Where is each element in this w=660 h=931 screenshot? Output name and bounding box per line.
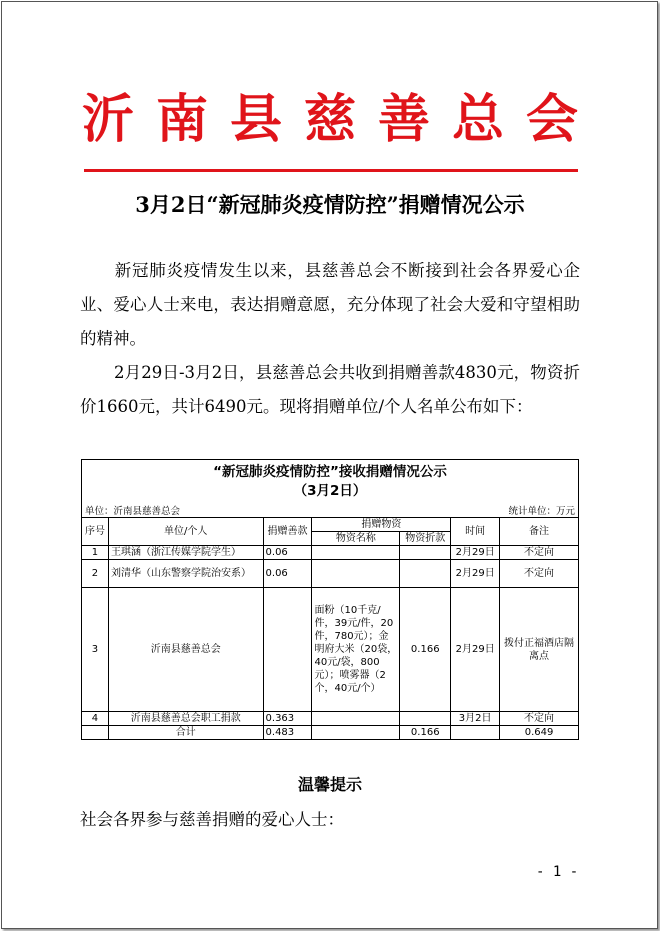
cell-time: 2月29日 <box>451 588 500 712</box>
cell-goods-name <box>312 560 400 588</box>
header-time: 时间 <box>451 518 500 546</box>
cell-time: 2月29日 <box>451 546 500 560</box>
header-seq: 序号 <box>82 518 109 546</box>
cell-goods-value: 0.166 <box>400 588 451 712</box>
header-note: 备注 <box>500 518 579 546</box>
donation-table-block <box>81 459 579 740</box>
paragraph-2 <box>80 356 580 424</box>
cell-money: 0.363 <box>263 712 312 726</box>
cell-note: 不定向 <box>500 712 579 726</box>
cell-time: 3月2日 <box>451 712 500 726</box>
tip-body: 社会各界参与慈善捐赠的爱心人士： <box>80 810 344 829</box>
cell-note: 拨付正福酒店隔离点 <box>500 588 579 712</box>
cell-donor: 沂南县慈善总会职工捐款 <box>108 712 263 726</box>
cell-money: 0.06 <box>263 560 312 588</box>
cell-note: 不定向 <box>500 546 579 560</box>
table-header-row <box>82 518 579 532</box>
cell-money: 0.06 <box>263 546 312 560</box>
cell-time: 2月29日 <box>451 560 500 588</box>
cell-goods-name <box>312 546 400 560</box>
paragraph-2-text: 2月29日-3月2日，县慈善总会共收到捐赠善款4830元，物资折价1660元，共计6490元。现将捐赠单位/个人名单公布如下： <box>80 363 580 416</box>
total-label: 合计 <box>108 726 263 740</box>
cell-donor: 王琪涵（浙江传媒学院学生） <box>108 546 263 560</box>
cell-goods-value <box>400 560 451 588</box>
total-goods-value: 0.166 <box>400 726 451 740</box>
red-divider <box>84 169 578 172</box>
table-unit-row <box>81 502 579 517</box>
table-header-box <box>81 459 579 502</box>
donation-table <box>81 517 579 740</box>
table-row <box>82 546 579 560</box>
table-row <box>82 588 579 712</box>
cell-empty <box>82 726 109 740</box>
cell-goods-value <box>400 712 451 726</box>
table-title: “新冠肺炎疫情防控”接收捐赠情况公示 <box>213 464 447 480</box>
cell-money <box>263 588 312 712</box>
cell-donor: 刘清华（山东警察学院治安系） <box>108 560 263 588</box>
total-note: 0.649 <box>500 726 579 740</box>
cell-seq: 2 <box>82 560 109 588</box>
cell-goods-name: 面粉（10千克/件，39元/件，20件，780元）；金明府大米（20袋，40元/袋，800元）；喷雾器（2个，40元/个） <box>312 588 400 712</box>
page-number: - 1 - <box>536 864 579 880</box>
page-title: 3月2日“新冠肺炎疫情防控”捐赠情况公示 <box>135 192 525 217</box>
cell-empty <box>451 726 500 740</box>
header-goods-value: 物资折款 <box>400 532 451 546</box>
tip-title: 温馨提示 <box>297 775 362 794</box>
org-name-heading: 沂南县慈善总会 <box>81 89 600 150</box>
unit-right: 统计单位：万元 <box>508 506 575 517</box>
header-goods: 捐赠物资 <box>312 518 451 532</box>
header-money: 捐赠善款 <box>263 518 312 546</box>
cell-seq: 4 <box>82 712 109 726</box>
cell-empty <box>312 726 400 740</box>
cell-note: 不定向 <box>500 560 579 588</box>
table-total-row <box>82 726 579 740</box>
cell-seq: 1 <box>82 546 109 560</box>
cell-donor: 沂南县慈善总会 <box>108 588 263 712</box>
header-donor: 单位/个人 <box>108 518 263 546</box>
table-row <box>82 712 579 726</box>
cell-goods-value <box>400 546 451 560</box>
cell-goods-name <box>312 712 400 726</box>
header-goods-name: 物资名称 <box>312 532 400 546</box>
total-money: 0.483 <box>263 726 312 740</box>
cell-seq: 3 <box>82 588 109 712</box>
table-date: （3月2日） <box>293 483 367 499</box>
unit-left: 单位：沂南县慈善总会 <box>85 506 181 517</box>
paragraph-1-text: 新冠肺炎疫情发生以来，县慈善总会不断接到社会各界爱心企业、爱心人士来电，表达捐赠意愿，充分体现了社会大爱和守望相助的精神。 <box>80 261 580 348</box>
paragraph-1 <box>80 254 580 356</box>
table-row <box>82 560 579 588</box>
